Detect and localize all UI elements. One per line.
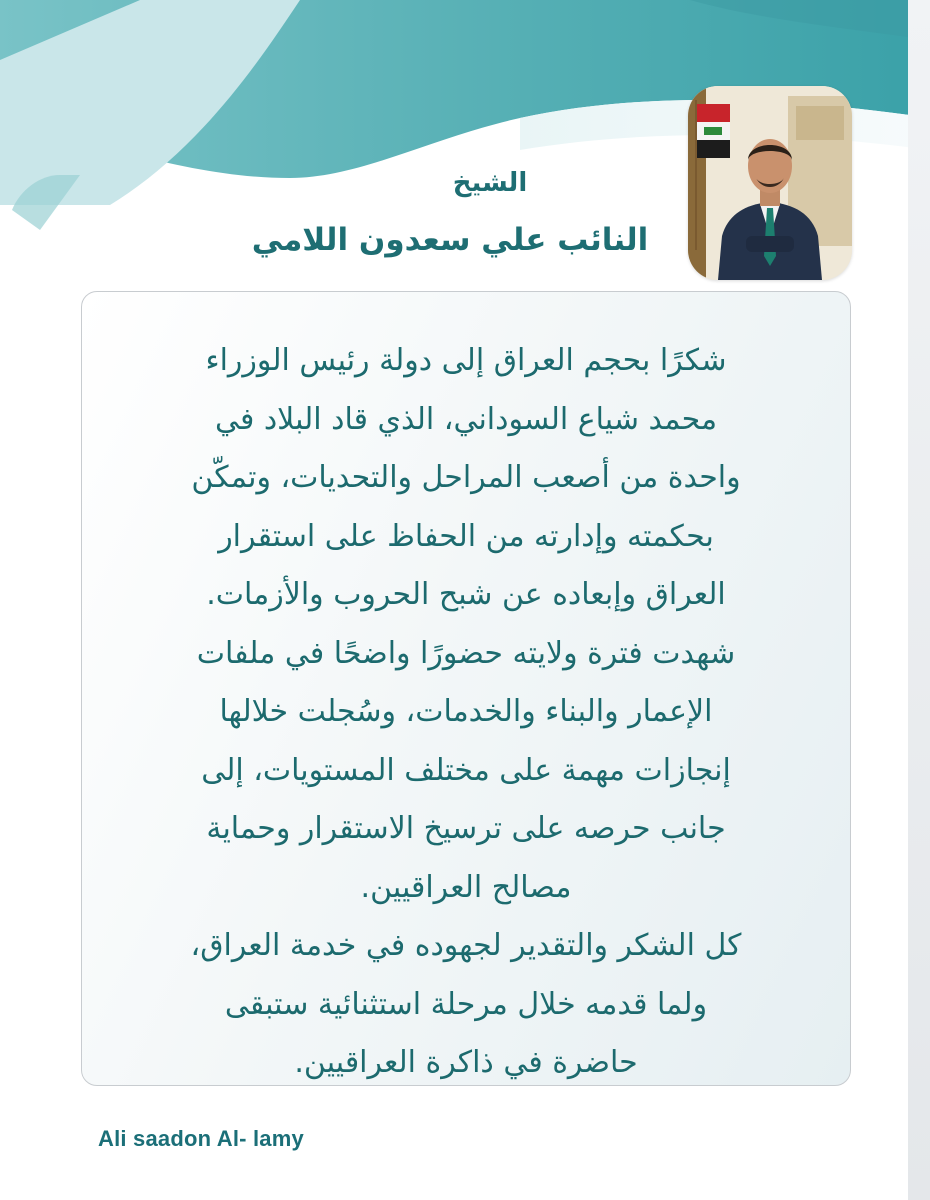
portrait-photo bbox=[688, 86, 852, 280]
message-line: الإعمار والبناء والخدمات، وسُجلت خلالها bbox=[219, 694, 713, 729]
message-line: مصالح العراقيين. bbox=[360, 869, 572, 905]
message-line: ولما قدمه خلال مرحلة استثنائية ستبقى bbox=[224, 986, 708, 1022]
signature-text: Ali saadon Al- lamy bbox=[98, 1126, 304, 1151]
message-line: محمد شياع السوداني، الذي قاد البلاد في bbox=[214, 401, 718, 437]
person-name: النائب علي سعدون اللامي bbox=[251, 222, 649, 258]
message-line: جانب حرصه على ترسيخ الاستقرار وحماية bbox=[206, 811, 726, 846]
right-edge-strip bbox=[908, 0, 930, 1200]
message-line: كل الشكر والتقدير لجهوده في خدمة العراق، bbox=[190, 928, 742, 963]
message-line: شهدت فترة ولايته حضورًا واضحًا في ملفات bbox=[196, 635, 736, 671]
message-line: بحكمته وإدارته من الحفاظ على استقرار bbox=[218, 518, 714, 554]
message-line: شكرًا بحجم العراق إلى دولة رئيس الوزراء bbox=[205, 343, 727, 378]
message-text bbox=[104, 332, 828, 1093]
message-card bbox=[81, 291, 851, 1086]
message-line: إنجازات مهمة على مختلف المستويات، إلى bbox=[201, 752, 731, 788]
message-line: العراق وإبعاده عن شبح الحروب والأزمات. bbox=[206, 577, 726, 612]
message-line: حاضرة في ذاكرة العراقيين. bbox=[294, 1045, 638, 1080]
message-line: واحدة من أصعب المراحل والتحديات، وتمكّن bbox=[191, 460, 741, 495]
honorific-title: الشيخ bbox=[452, 168, 528, 198]
